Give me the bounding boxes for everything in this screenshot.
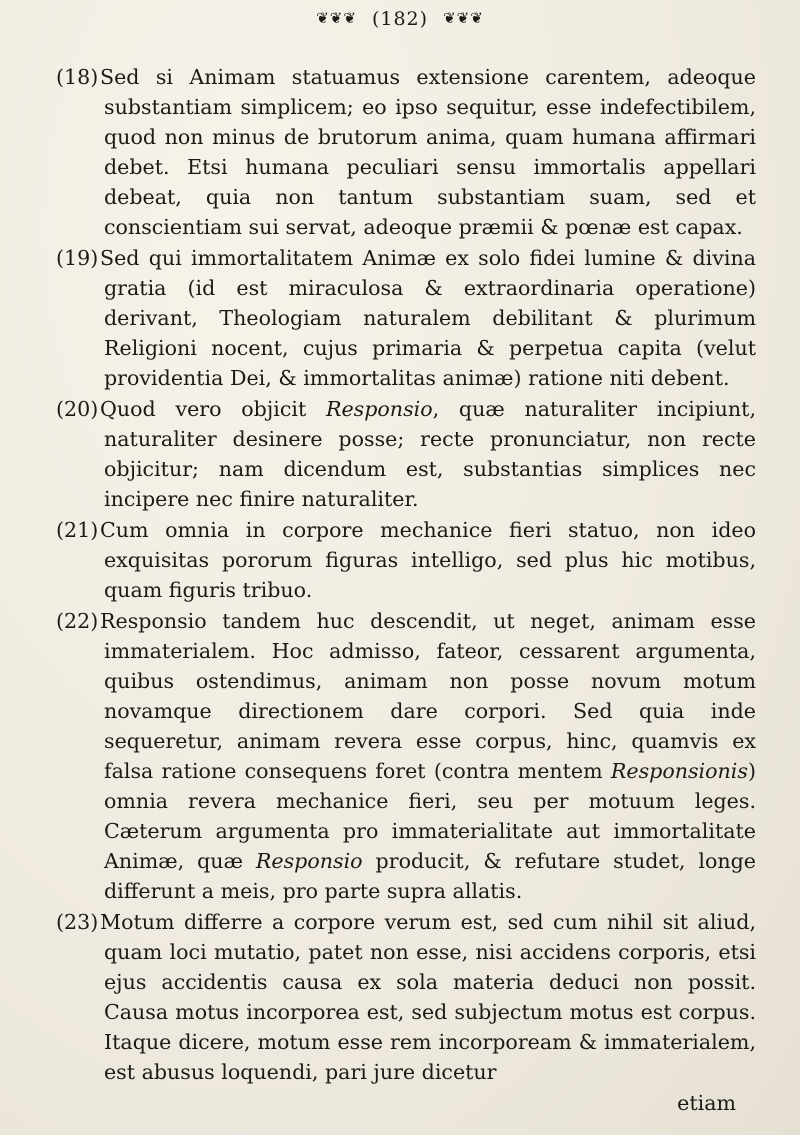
paragraph-19 — [56, 243, 756, 393]
italic-term: Responsionis — [610, 759, 748, 783]
paragraph-number: (18) — [56, 65, 99, 89]
paragraph-number: (19) — [56, 246, 99, 270]
italic-term: Responsio — [325, 397, 433, 421]
ornament-right-icon: ❦❦❦ — [443, 9, 484, 27]
paragraph-21 — [56, 515, 756, 605]
paragraph-text: Sed si Animam statuamus extensione carentem, adeoque substantiam simplicem; eo ipso sequitur, esse indefectibilem, quod non minus de brutorum anima, quam humana affirmari debet. Etsi humana peculiari sensu immortalis appellari debeat, quia non tantum substantiam suam, sed et conscientiam sui servat, adeoque præmii & pœnæ est capax. — [100, 65, 756, 239]
catchword: etiam — [677, 1091, 736, 1115]
paragraph-text: Sed qui immortalitatem Animæ ex solo fidei lumine & divina gratia (id est miraculosa & extraordinaria operatione) derivant, Theologiam naturalem debilitant & plurimum Religioni nocent, cujus primaria & perpetua capita (velut providentia Dei, & immortalitas animæ) ratione niti debent. — [100, 246, 756, 390]
paragraph-text: Motum differre a corpore verum est, sed cum nihil sit aliud, quam loci mutatio, patet non esse, nisi accidens corporis, etsi ejus accidentis causa ex sola materia deduci non possit. Causa motus incorporea est, sed subjectum motus est corpus. Itaque dicere, motum esse rem incorpoream & immaterialem, est abusus loquendi, pari jure dicetur — [100, 910, 756, 1084]
paragraph-text: Responsio tandem huc descendit, ut neget, animam esse immaterialem. Hoc admisso, fateor, cessarent argumenta, quibus ostendimus, animam non posse novum motum novamque directionem dare corpori. Sed quia inde sequeretur, animam revera esse corpus, hinc, quamvis ex falsa ratione consequens foret (contra mentem — [100, 609, 756, 783]
page-header — [0, 8, 800, 30]
paragraph-text: Quod vero objicit — [100, 397, 326, 421]
paragraph-18 — [56, 62, 756, 242]
page-number: (182) — [371, 8, 429, 30]
italic-term: Responsio — [255, 849, 363, 873]
paragraph-number: (21) — [56, 518, 99, 542]
ornament-left-icon: ❦❦❦ — [316, 9, 357, 27]
paragraph-text: ) omnia revera mechanice fieri, seu per motuum leges. Cæterum argumenta pro immaterialitate aut immortalitate Animæ, quæ — [104, 759, 756, 873]
paragraph-number: (23) — [56, 910, 99, 934]
paragraph-text: Cum omnia in corpore mechanice fieri statuo, non ideo exquisitas pororum figuras intelligo, sed plus hic motibus, quam figuris tribuo. — [100, 518, 756, 602]
paragraph-number: (22) — [56, 609, 99, 633]
paragraph-20 — [56, 394, 756, 514]
paragraph-22 — [56, 606, 756, 906]
paragraph-number: (20) — [56, 397, 99, 421]
paragraph-23 — [56, 907, 756, 1087]
body-text — [56, 62, 756, 1118]
paragraph-text: producit, & refutare studet, longe differunt a meis, pro parte supra allatis. — [104, 849, 756, 903]
paragraph-text: , quæ naturaliter incipiunt, naturaliter desinere posse; recte pronunciatur, non recte objicitur; nam dicendum est, substantias simplices nec incipere nec finire naturaliter. — [104, 397, 756, 511]
